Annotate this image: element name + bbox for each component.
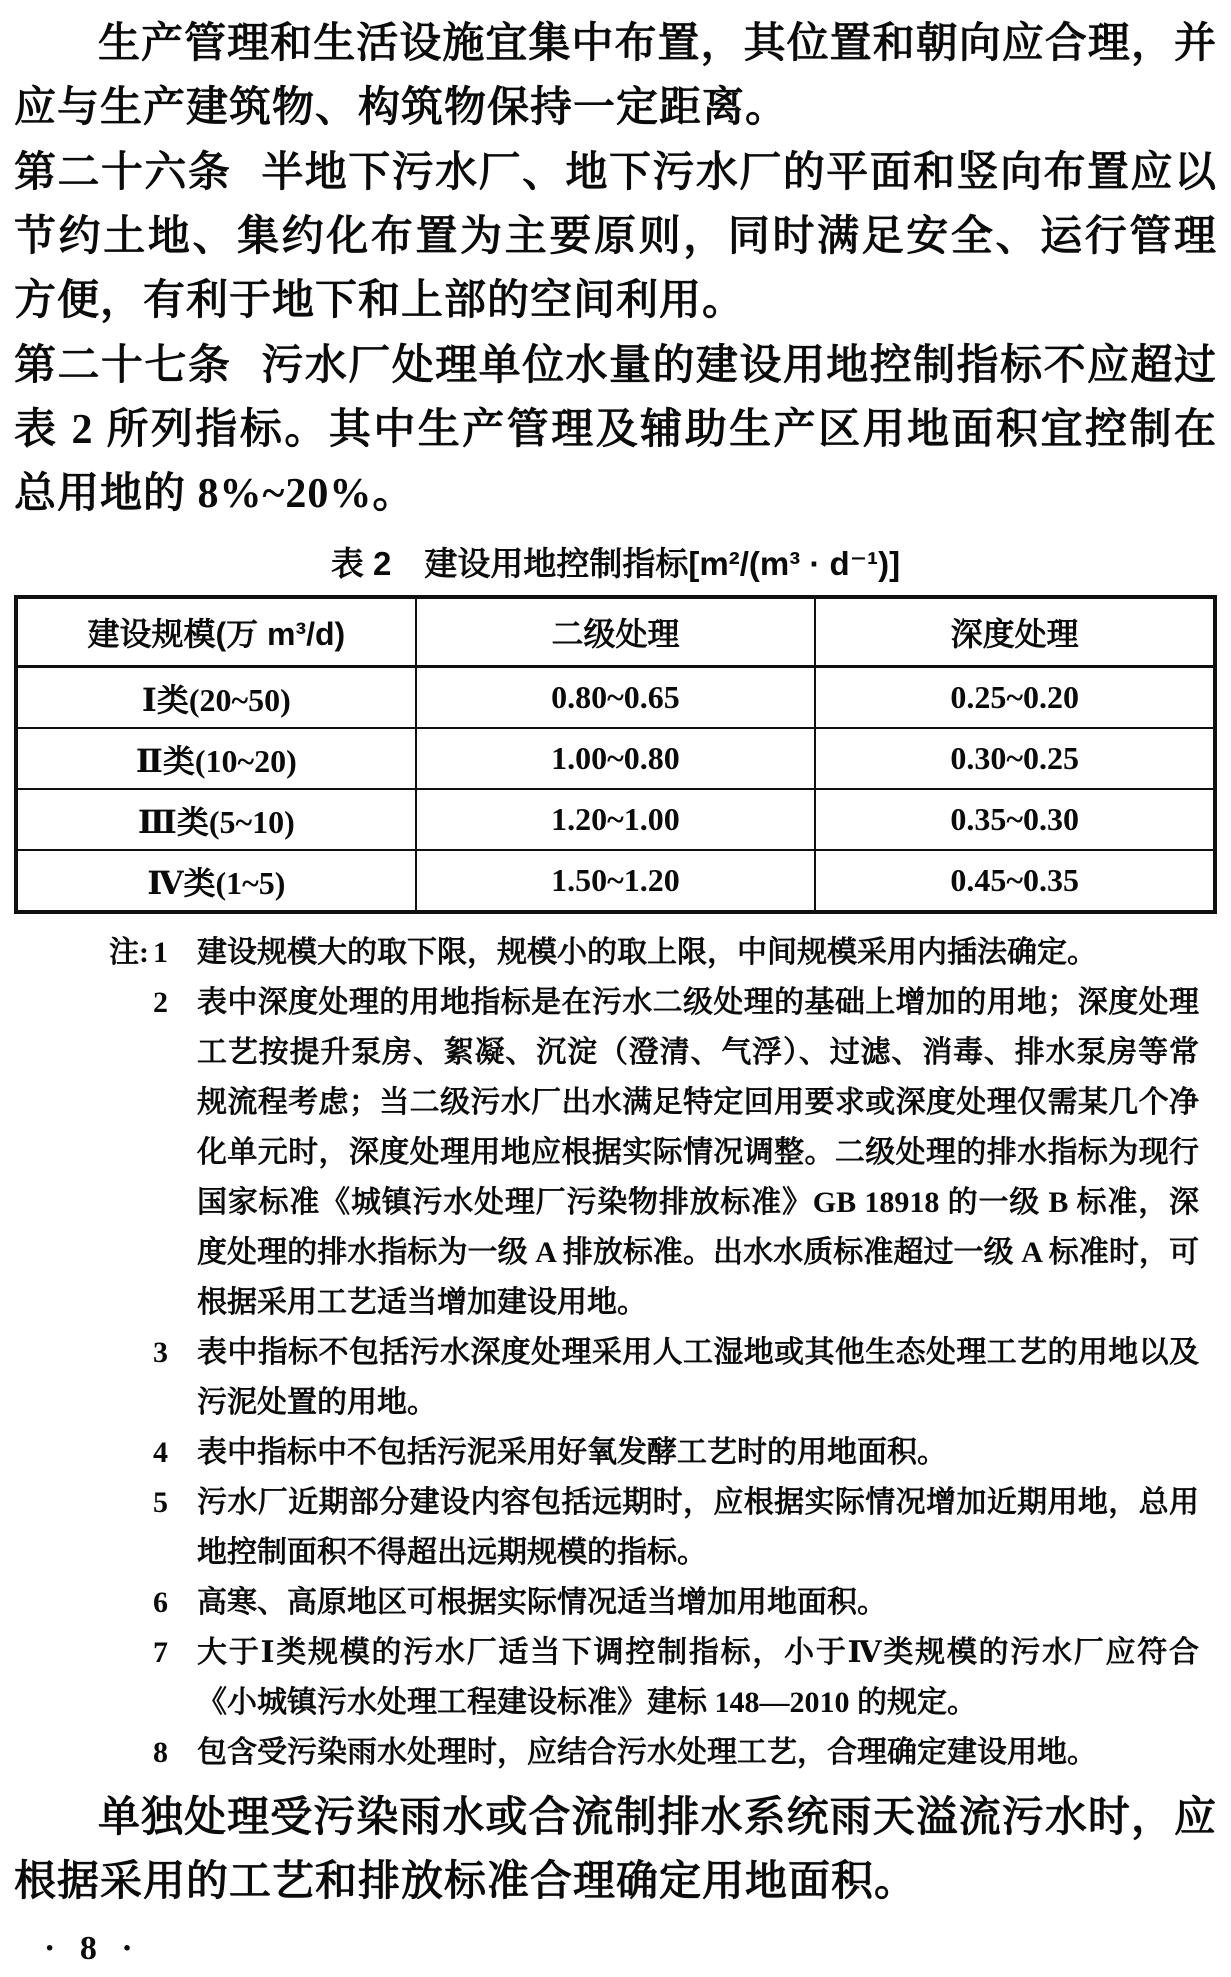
paragraph-intro: 生产管理和生活设施宜集中布置，其位置和朝向应合理，并应与生产建筑物、构筑物保持一定距离。	[14, 21, 1217, 131]
article-27-label: 第二十七条	[14, 341, 232, 388]
notes-section	[14, 928, 1217, 1778]
land-use-control-table	[14, 595, 1217, 914]
table-row	[16, 850, 1215, 912]
note-number: 1	[153, 936, 168, 969]
cell-advanced-class-2: 0.30~0.25	[815, 728, 1215, 789]
note-number: 7	[153, 1636, 168, 1669]
cell-scale-class-4: Ⅳ类(1~5)	[16, 850, 416, 912]
note-item-8	[109, 1728, 1199, 1778]
note-number: 4	[153, 1436, 168, 1469]
note-text: 污水厂近期部分建设内容包括远期时，应根据实际情况增加近期用地，总用地控制面积不得超出远期规模的指标。	[197, 1486, 1199, 1569]
article-26-text: 半地下污水厂、地下污水厂的平面和竖向布置应以节约土地、集约化布置为主要原则，同时满足安全、运行管理方便，有利于地下和上部的空间利用。	[14, 150, 1217, 324]
cell-scale-class-1: Ⅰ类(20~50)	[16, 667, 416, 729]
article-26-label: 第二十六条	[14, 148, 232, 195]
note-prefix-spacer	[109, 978, 153, 1328]
table-row	[16, 789, 1215, 850]
note-item-7	[109, 1628, 1199, 1728]
cell-advanced-class-3: 0.35~0.30	[815, 789, 1215, 850]
note-prefix: 注:	[109, 936, 149, 969]
note-prefix-spacer	[109, 1578, 153, 1628]
paragraph-article-27	[14, 333, 1217, 526]
note-prefix-spacer	[109, 1328, 153, 1428]
note-text: 大于Ⅰ类规模的污水厂适当下调控制指标，小于Ⅳ类规模的污水厂应符合《小城镇污水处理工程建设标准》建标 148—2010 的规定。	[197, 1636, 1199, 1719]
note-text: 表中深度处理的用地指标是在污水二级处理的基础上增加的用地；深度处理工艺按提升泵房、絮凝、沉淀（澄清、气浮）、过滤、消毒、排水泵房等常规流程考虑；当二级污水厂出水满足特定回用要求或深度处理仅需某几个净化单元时，深度处理用地应根据实际情况调整。二级处理的排水指标为现行国家标准《城镇污水处理厂污染物排放标准》GB 18918 的一级 B 标准，深度处理的排水指标为一级 A 排放标准。出水水质标准超过一级 A 标准时，可根据采用工艺适当增加建设用地。	[197, 986, 1199, 1319]
cell-advanced-class-4: 0.45~0.35	[815, 850, 1215, 912]
note-number: 5	[153, 1486, 168, 1519]
note-item-1	[109, 928, 1199, 978]
note-text: 表中指标中不包括污泥采用好氧发酵工艺时的用地面积。	[197, 1436, 947, 1469]
page-number: · 8 ·	[44, 1930, 141, 1967]
table-row	[16, 728, 1215, 789]
note-number: 3	[153, 1336, 168, 1369]
note-prefix-spacer	[109, 1428, 153, 1478]
cell-secondary-class-2: 1.00~0.80	[416, 728, 816, 789]
note-item-6	[109, 1578, 1199, 1628]
note-prefix-spacer	[109, 1728, 153, 1778]
note-number: 6	[153, 1586, 168, 1619]
col-header-advanced-treatment: 深度处理	[815, 597, 1215, 667]
note-number: 8	[153, 1736, 168, 1769]
note-number: 2	[153, 986, 168, 1019]
col-header-secondary-treatment: 二级处理	[416, 597, 816, 667]
table-caption: 表 2 建设用地控制指标[m²/(m³ · d⁻¹)]	[330, 545, 901, 582]
cell-secondary-class-4: 1.50~1.20	[416, 850, 816, 912]
col-header-scale: 建设规模(万 m³/d)	[16, 597, 416, 667]
table-header-row	[16, 597, 1215, 667]
cell-scale-class-2: Ⅱ类(10~20)	[16, 728, 416, 789]
paragraph-closing: 单独处理受污染雨水或合流制排水系统雨天溢流污水时，应根据采用的工艺和排放标准合理确定用地面积。	[14, 1795, 1217, 1905]
paragraph-article-26	[14, 140, 1217, 333]
note-text: 表中指标不包括污水深度处理采用人工湿地或其他生态处理工艺的用地以及污泥处置的用地。	[197, 1336, 1199, 1419]
cell-secondary-class-3: 1.20~1.00	[416, 789, 816, 850]
note-prefix-spacer	[109, 1628, 153, 1728]
note-text: 高寒、高原地区可根据实际情况适当增加用地面积。	[197, 1586, 887, 1619]
note-item-4	[109, 1428, 1199, 1478]
note-text: 建设规模大的取下限，规模小的取上限，中间规模采用内插法确定。	[197, 936, 1097, 969]
note-item-5	[109, 1478, 1199, 1578]
article-27-text: 污水厂处理单位水量的建设用地控制指标不应超过表 2 所列指标。其中生产管理及辅助生产区用地面积宜控制在总用地的 8%~20%。	[14, 343, 1217, 517]
table-row	[16, 667, 1215, 729]
cell-scale-class-3: Ⅲ类(5~10)	[16, 789, 416, 850]
cell-advanced-class-1: 0.25~0.20	[815, 667, 1215, 729]
cell-secondary-class-1: 0.80~0.65	[416, 667, 816, 729]
note-prefix-spacer	[109, 1478, 153, 1578]
note-item-2	[109, 978, 1199, 1328]
note-text: 包含受污染雨水处理时，应结合污水处理工艺，合理确定建设用地。	[197, 1736, 1097, 1769]
note-item-3	[109, 1328, 1199, 1428]
